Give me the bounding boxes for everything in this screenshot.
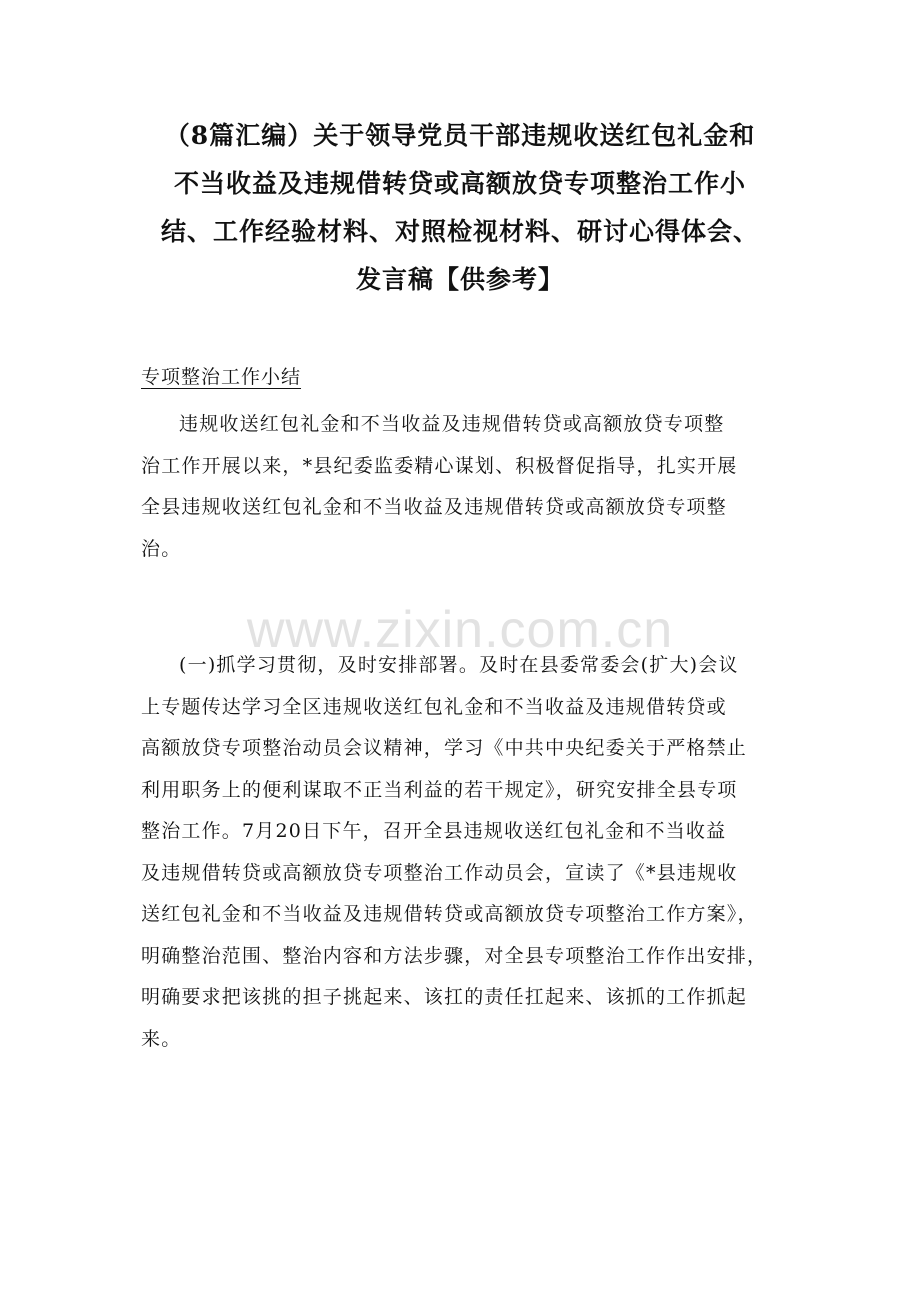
paragraph-line: 治。 (141, 537, 182, 560)
title-line: 结、工作经验材料、对照检视材料、研讨心得体会、 (160, 217, 759, 246)
watermark-text: www.zixin.com.cn (246, 601, 674, 659)
paragraph-study-deployment (141, 645, 791, 1060)
paragraph-intro (141, 404, 791, 570)
document-title (128, 112, 792, 304)
paragraph-line: 利用职务上的便利谋取不正当利益的若干规定》，研究安排全县专项 (141, 778, 738, 801)
paragraph-line: (一)抓学习贯彻，及时安排部署。及时在县委常委会(扩大)会议 (179, 654, 739, 676)
paragraph-line: 高额放贷专项整治动员会议精神，学习《中共中央纪委关于严格禁止 (141, 737, 748, 759)
paragraph-line: 来。 (141, 1027, 182, 1050)
paragraph-line: 整治工作。7月20日下午，召开全县违规收送红包礼金和不当收益 (141, 820, 727, 842)
paragraph-line: 全县违规收送红包礼金和不当收益及违规借转贷或高额放贷专项整 (141, 496, 727, 518)
title-line: 发言稿【供参考】 (355, 265, 564, 294)
paragraph-line: 上专题传达学习全区违规收送红包礼金和不当收益及违规借转贷或 (141, 695, 727, 718)
paragraph-line: 明确整治范围、整治内容和方法步骤，对全县专项整治工作作出安排， (141, 944, 768, 967)
paragraph-line: 治工作开展以来，*县纪委监委精心谋划、积极督促指导，扎实开展 (141, 454, 738, 477)
paragraph-line: 明确要求把该挑的担子挑起来、该扛的责任扛起来、该抓的工作抓起 (141, 986, 748, 1008)
section-heading: 专项整治工作小结 (141, 366, 302, 388)
paragraph-line: 送红包礼金和不当收益及违规借转贷或高额放贷专项整治工作方案》， (141, 903, 758, 925)
paragraph-line: 及违规借转贷或高额放贷专项整治工作动员会，宣读了《*县违规收 (141, 861, 738, 884)
title-line: （8篇汇编）关于领导党员干部违规收送红包礼金和 (164, 121, 756, 150)
title-line: 不当收益及违规借转贷或高额放贷专项整治工作小 (173, 169, 746, 198)
paragraph-line: 违规收送红包礼金和不当收益及违规借转贷或高额放贷专项整 (179, 413, 725, 435)
